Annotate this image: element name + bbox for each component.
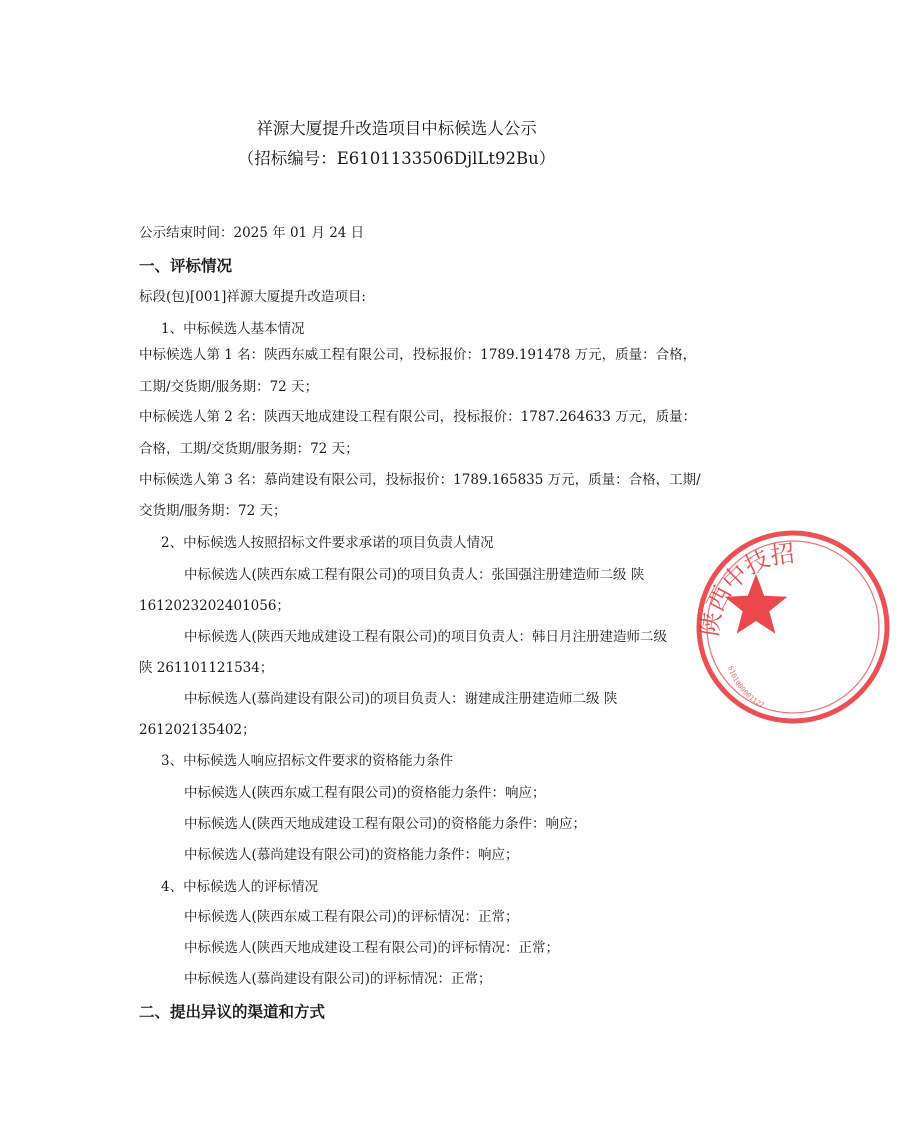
section-heading-objection: 二、提出异议的渠道和方式 (139, 1002, 326, 1021)
qualification-3: 中标候选人(慕尚建设有限公司)的资格能力条件：响应； (184, 847, 519, 863)
project-manager-2-line-2: 陕 261101121534； (139, 660, 274, 676)
subsection-heading-project-manager: 2、中标候选人按照招标文件要求承诺的项目负责人情况 (161, 535, 494, 551)
project-manager-3-line-2: 261202135402； (139, 722, 256, 738)
evaluation-status-3: 中标候选人(慕尚建设有限公司)的评标情况：正常； (184, 971, 492, 987)
qualification-1: 中标候选人(陕西东威工程有限公司)的资格能力条件：响应； (184, 785, 546, 801)
seal-code: 6101000001122 (726, 665, 766, 710)
candidate-1-line-2: 工期/交货期/服务期：72 天； (139, 379, 319, 395)
project-manager-1-line-1: 中标候选人(陕西东威工程有限公司)的项目负责人：张国强注册建造师二级 陕 (184, 567, 645, 583)
company-seal (688, 522, 898, 732)
project-manager-3-line-1: 中标候选人(慕尚建设有限公司)的项目负责人：谢建成注册建造师二级 陕 (184, 691, 618, 707)
evaluation-status-1: 中标候选人(陕西东威工程有限公司)的评标情况：正常； (184, 909, 519, 925)
document-title: 祥源大厦提升改造项目中标候选人公示 (256, 119, 537, 138)
project-manager-1-line-2: 1612023202401056； (139, 598, 290, 614)
qualification-2: 中标候选人(陕西天地成建设工程有限公司)的资格能力条件：响应； (184, 816, 587, 832)
candidate-2-line-1: 中标候选人第 2 名：陕西天地成建设工程有限公司，投标报价：1787.264633 万元，质量： (139, 409, 697, 425)
candidate-1-line-1: 中标候选人第 1 名：陕西东威工程有限公司，投标报价：1789.191478 万元，质量：合格， (139, 347, 697, 363)
section-heading-evaluation: 一、评标情况 (139, 256, 233, 275)
candidate-2-line-2: 合格，工期/交货期/服务期：72 天； (139, 441, 359, 457)
evaluation-status-2: 中标候选人(陕西天地成建设工程有限公司)的评标情况：正常； (184, 940, 560, 956)
lot-label: 标段(包)[001]祥源大厦提升改造项目: (139, 289, 366, 305)
subsection-heading-evaluation-status: 4、中标候选人的评标情况 (161, 879, 319, 895)
subsection-heading-basic-info: 1、中标候选人基本情况 (161, 321, 305, 337)
tender-number: （招标编号：E6101133506DjlLt92Bu） (237, 149, 556, 168)
project-manager-2-line-1: 中标候选人(陕西天地成建设工程有限公司)的项目负责人：韩日月注册建造师二级 (184, 629, 668, 645)
candidate-3-line-1: 中标候选人第 3 名：慕尚建设有限公司，投标报价：1789.165835 万元，质量：合格，工期/ (139, 472, 701, 488)
candidate-3-line-2: 交货期/服务期：72 天； (139, 503, 287, 519)
publicity-end-time: 公示结束时间：2025 年 01 月 24 日 (139, 225, 365, 241)
subsection-heading-qualification: 3、中标候选人响应招标文件要求的资格能力条件 (161, 753, 454, 769)
seal-text: 陕西中技招 (695, 539, 797, 638)
